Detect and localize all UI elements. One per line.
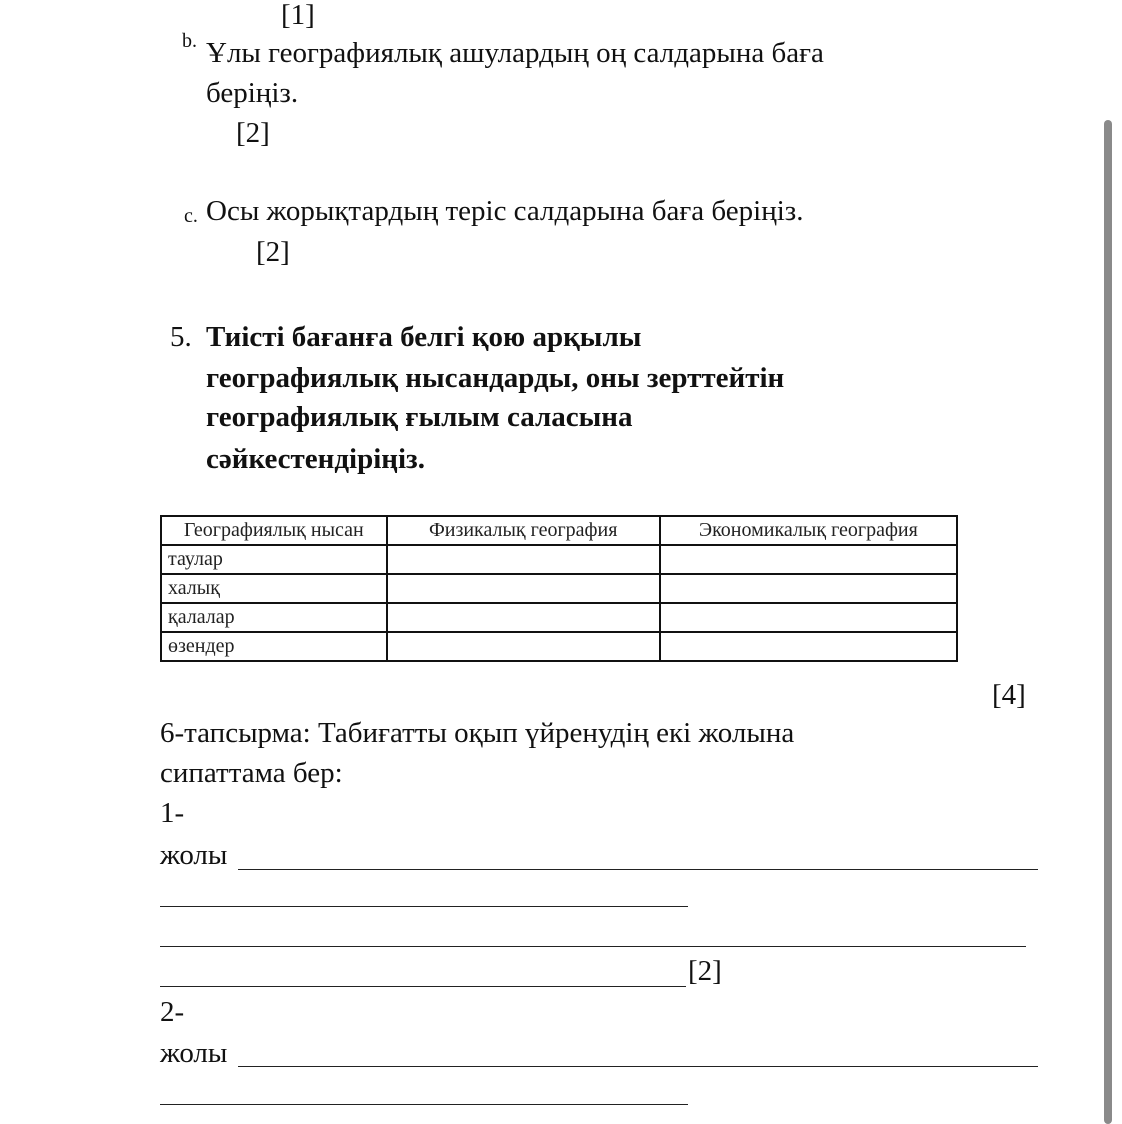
q5-line4: сәйкестендіріңіз. (206, 443, 425, 475)
answer-line-1[interactable] (238, 869, 1038, 870)
way1-mark: [2] (688, 955, 722, 987)
q5-line3: географиялық ғылым саласына (206, 401, 633, 433)
q5-line1: Тиісті бағанға белгі қою арқылы (206, 321, 642, 353)
table-cell-economic[interactable] (660, 603, 957, 632)
header-geographic-object: Географиялық нысан (161, 516, 387, 545)
q5-line2: географиялық нысандарды, оны зерттейтін (206, 362, 785, 394)
matching-table (160, 515, 958, 662)
header-economic-geography: Экономикалық география (660, 516, 957, 545)
row-label-population: халық (161, 574, 387, 603)
table-row (161, 574, 957, 603)
table-cell-physical[interactable] (387, 574, 660, 603)
q5-mark: [4] (992, 679, 1026, 711)
answer-line-4[interactable] (160, 986, 686, 987)
way2-number: 2- (160, 996, 185, 1028)
part-b-mark: [2] (236, 117, 270, 149)
part-b-letter: b. (182, 30, 197, 52)
table-cell-physical[interactable] (387, 632, 660, 661)
table-cell-physical[interactable] (387, 545, 660, 574)
way2-label: жолы (160, 1037, 228, 1069)
row-label-mountains: таулар (161, 545, 387, 574)
part-c-letter: c. (184, 205, 198, 227)
table-cell-economic[interactable] (660, 632, 957, 661)
way1-number: 1- (160, 797, 185, 829)
q6-line2: сипаттама бер: (160, 757, 343, 789)
table-cell-physical[interactable] (387, 603, 660, 632)
table-row (161, 603, 957, 632)
way1-label: жолы (160, 839, 228, 871)
answer-line-2[interactable] (160, 906, 688, 907)
mark-part-a: [1] (281, 0, 315, 31)
table-row (161, 545, 957, 574)
vertical-scrollbar[interactable] (1104, 120, 1112, 1124)
part-c-mark: [2] (256, 236, 290, 268)
answer-line-3[interactable] (160, 946, 1026, 947)
row-label-rivers: өзендер (161, 632, 387, 661)
q6-line1: 6-тапсырма: Табиғатты оқып үйренудің екі жолына (160, 717, 795, 749)
table-header-row (161, 516, 957, 545)
table-row (161, 632, 957, 661)
part-b-question (182, 30, 197, 53)
part-b-line1: Ұлы географиялық ашулардың оң салдарына баға (206, 37, 824, 69)
row-label-cities: қалалар (161, 603, 387, 632)
header-physical-geography: Физикалық география (387, 516, 660, 545)
answer-line-5[interactable] (238, 1066, 1038, 1067)
answer-line-6[interactable] (160, 1104, 688, 1105)
part-b-line2: беріңіз. (206, 77, 299, 109)
table-cell-economic[interactable] (660, 545, 957, 574)
q5-number: 5. (170, 321, 192, 353)
part-c-line1: Осы жорықтардың теріс салдарына баға беріңіз. (206, 195, 804, 227)
table-cell-economic[interactable] (660, 574, 957, 603)
